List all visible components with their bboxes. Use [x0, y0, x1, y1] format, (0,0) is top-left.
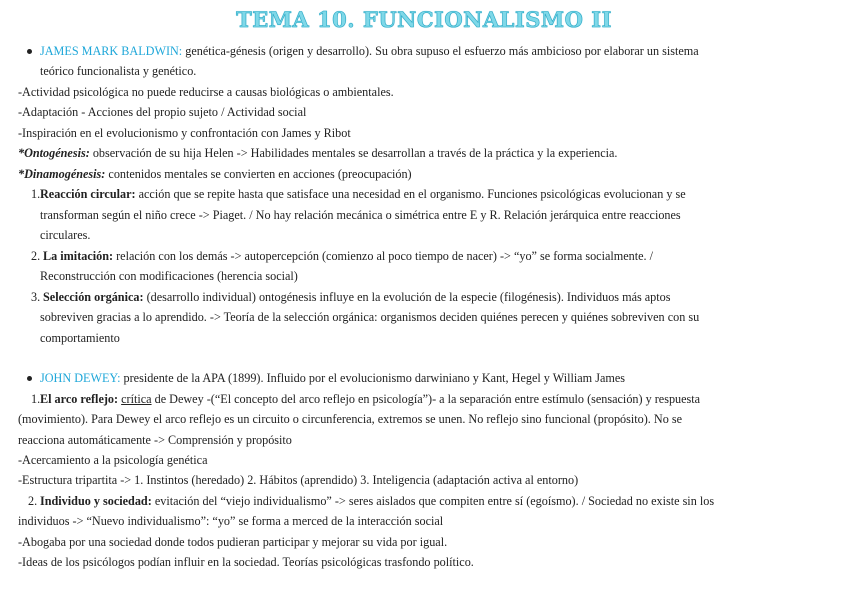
- bullet-icon: [27, 376, 32, 381]
- seleccion-organica-line-3: comportamiento: [40, 331, 120, 345]
- baldwin-point-1: -Actividad psicológica no puede reducirse a causas biológicas o ambientales.: [18, 85, 394, 99]
- imitacion-line-2: Reconstrucción con modificaciones (herencia social): [40, 269, 298, 283]
- list-number: 2.: [31, 249, 41, 263]
- imitacion-line-1: La imitación: relación con los demás -> autopercepción (comienzo al poco tiempo de nacer) -> “yo” se forma socialmente. /: [43, 249, 654, 263]
- arco-reflejo-line-2: (movimiento). Para Dewey el arco reflejo es un circuito o circunferencia, extremos se unen. No reflejo sino funcional (propósito). No se: [18, 412, 682, 426]
- baldwin-intro: JAMES MARK BALDWIN: genética-génesis (origen y desarrollo). Su obra supuso el esfuerzo más ambicioso por elaborar un sistema: [40, 44, 699, 58]
- bullet-icon: [27, 49, 32, 54]
- list-number: 1.: [31, 187, 41, 201]
- reaccion-circular-line-3: circulares.: [40, 228, 91, 242]
- seleccion-organica-line-1: Selección orgánica: (desarrollo individual) ontogénesis influye en la evolución de la especie (filogénesis). Individuos más aptos: [43, 290, 671, 304]
- baldwin-point-3: -Inspiración en el evolucionismo y confrontación con James y Ribot: [18, 126, 351, 140]
- dewey-point-3: -Abogaba por una sociedad donde todos pudieran participar y mejorar su vida por igual.: [18, 535, 448, 549]
- dewey-intro: JOHN DEWEY: presidente de la APA (1899). Influido por el evolucionismo darwiniano y Kant, Hegel y William James: [40, 371, 625, 385]
- dewey-point-4: -Ideas de los psicólogos podían influir en la sociedad. Teorías psicológicas trasfondo político.: [18, 555, 474, 569]
- baldwin-name: JAMES MARK BALDWIN:: [40, 44, 183, 58]
- reaccion-circular-line-1: Reacción circular: acción que se repite hasta que satisface una necesidad en el organismo. Funciones psicológicas evolucionan y se: [40, 187, 686, 201]
- ontogenesis-line: *Ontogénesis: observación de su hija Helen -> Habilidades mentales se desarrollan a través de la práctica y la experiencia.: [18, 146, 618, 160]
- seleccion-organica-line-2: sobreviven gracias a lo aprendido. -> Teoría de la selección orgánica: organismos deciden quiénes perecen y quiénes sobreviven con su: [40, 310, 700, 324]
- list-number: 1.: [31, 392, 41, 406]
- list-number: 3.: [31, 290, 41, 304]
- dewey-point-1: -Acercamiento a la psicología genética: [18, 453, 208, 467]
- arco-reflejo-line-3: reacciona automáticamente -> Comprensión y propósito: [18, 433, 292, 447]
- reaccion-circular-line-2: transforman según el niño crece -> Piaget. / No hay relación mecánica o simétrica entre E y R. Relación jerárquica entre reacciones: [40, 208, 681, 222]
- individuo-sociedad-line-2: individuos -> “Nuevo individualismo”: “yo” se forma a merced de la interacción social: [18, 514, 444, 528]
- baldwin-point-2: -Adaptación - Acciones del propio sujeto / Actividad social: [18, 105, 307, 119]
- dewey-name: JOHN DEWEY:: [40, 371, 121, 385]
- page-title: TEMA 10. FUNCIONALISMO II: [236, 7, 612, 32]
- baldwin-intro-cont: teórico funcionalista y genético.: [40, 64, 197, 78]
- list-number: 2.: [28, 494, 38, 508]
- dinamogenesis-line: *Dinamogénesis: contenidos mentales se convierten en acciones (preocupación): [18, 167, 412, 181]
- individuo-sociedad-line-1: Individuo y sociedad: evitación del “viejo individualismo” -> seres aislados que compiten entre sí (egoísmo). / Sociedad no existe sin los: [40, 494, 715, 508]
- dewey-point-2: -Estructura tripartita -> 1. Instintos (heredado) 2. Hábitos (aprendido) 3. Inteligencia (adaptación activa al entorno): [18, 473, 579, 487]
- arco-reflejo-line-1: El arco reflejo: crítica de Dewey -(“El concepto del arco reflejo en psicología”)- a la separación entre estímulo (sensación) y respuesta: [40, 392, 701, 406]
